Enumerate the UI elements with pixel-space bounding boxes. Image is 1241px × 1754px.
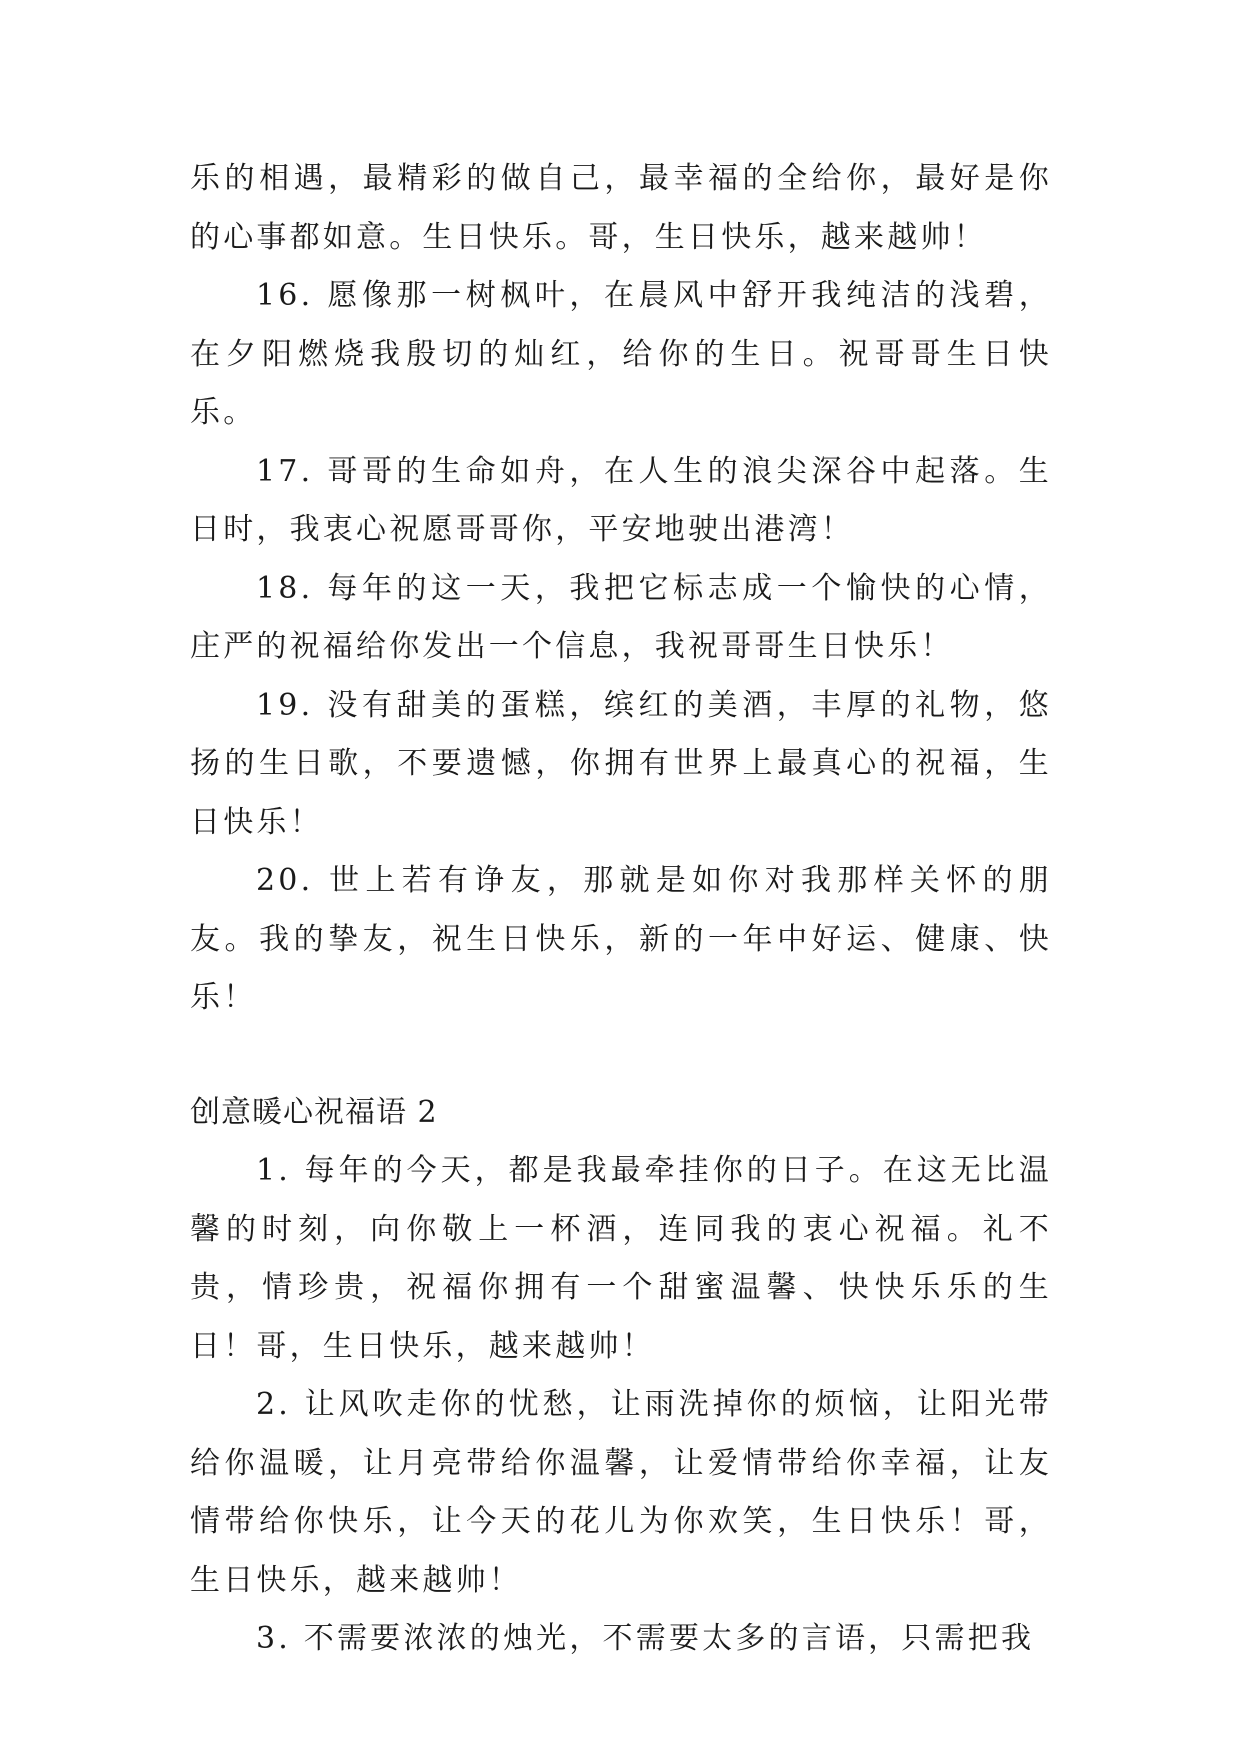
section-title: 创意暖心祝福语 2 bbox=[190, 1094, 438, 1130]
paragraph-item-2: 2. 让风吹走你的忧愁，让雨洗掉你的烦恼，让阳光带给你温暖，让月亮带给你温馨，让爱情带给你幸福，让友情带给你快乐，让今天的花儿为你欢笑，生日快乐！哥，生日快乐，越来越帅！ bbox=[190, 1387, 1052, 1598]
paragraph-item-20: 20. 世上若有诤友，那就是如你对我那样关怀的朋友。我的挚友，祝生日快乐，新的一年中好运、健康、快乐！ bbox=[190, 863, 1052, 1015]
paragraph-continuation: 乐的相遇，最精彩的做自己，最幸福的全给你，最好是你的心事都如意。生日快乐。哥，生日快乐，越来越帅！ bbox=[190, 161, 1052, 255]
paragraph-item-19: 19. 没有甜美的蛋糕，缤红的美酒，丰厚的礼物，悠扬的生日歌，不要遗憾，你拥有世界上最真心的祝福，生日快乐！ bbox=[190, 687, 1052, 840]
paragraph-item-3: 3. 不需要浓浓的烛光，不需要太多的言语，只需把我 bbox=[256, 1621, 1035, 1656]
paragraph-item-17: 17. 哥哥的生命如舟，在人生的浪尖深谷中起落。生日时，我衷心祝愿哥哥你，平安地驶出港湾！ bbox=[190, 453, 1052, 547]
paragraph-item-1: 1. 每年的今天，都是我最牵挂你的日子。在这无比温馨的时刻，向你敬上一杯酒，连同我的衷心祝福。礼不贵，情珍贵，祝福你拥有一个甜蜜温馨、快快乐乐的生日！哥，生日快乐，越来越帅！ bbox=[190, 1153, 1052, 1364]
paragraph-item-16: 16. 愿像那一树枫叶，在晨风中舒开我纯洁的浅碧，在夕阳燃烧我殷切的灿红，给你的生日。祝哥哥生日快乐。 bbox=[190, 278, 1052, 430]
document-page bbox=[190, 150, 1052, 1669]
paragraph-item-18: 18. 每年的这一天，我把它标志成一个愉快的心情，庄严的祝福给你发出一个信息，我祝哥哥生日快乐！ bbox=[190, 570, 1052, 664]
